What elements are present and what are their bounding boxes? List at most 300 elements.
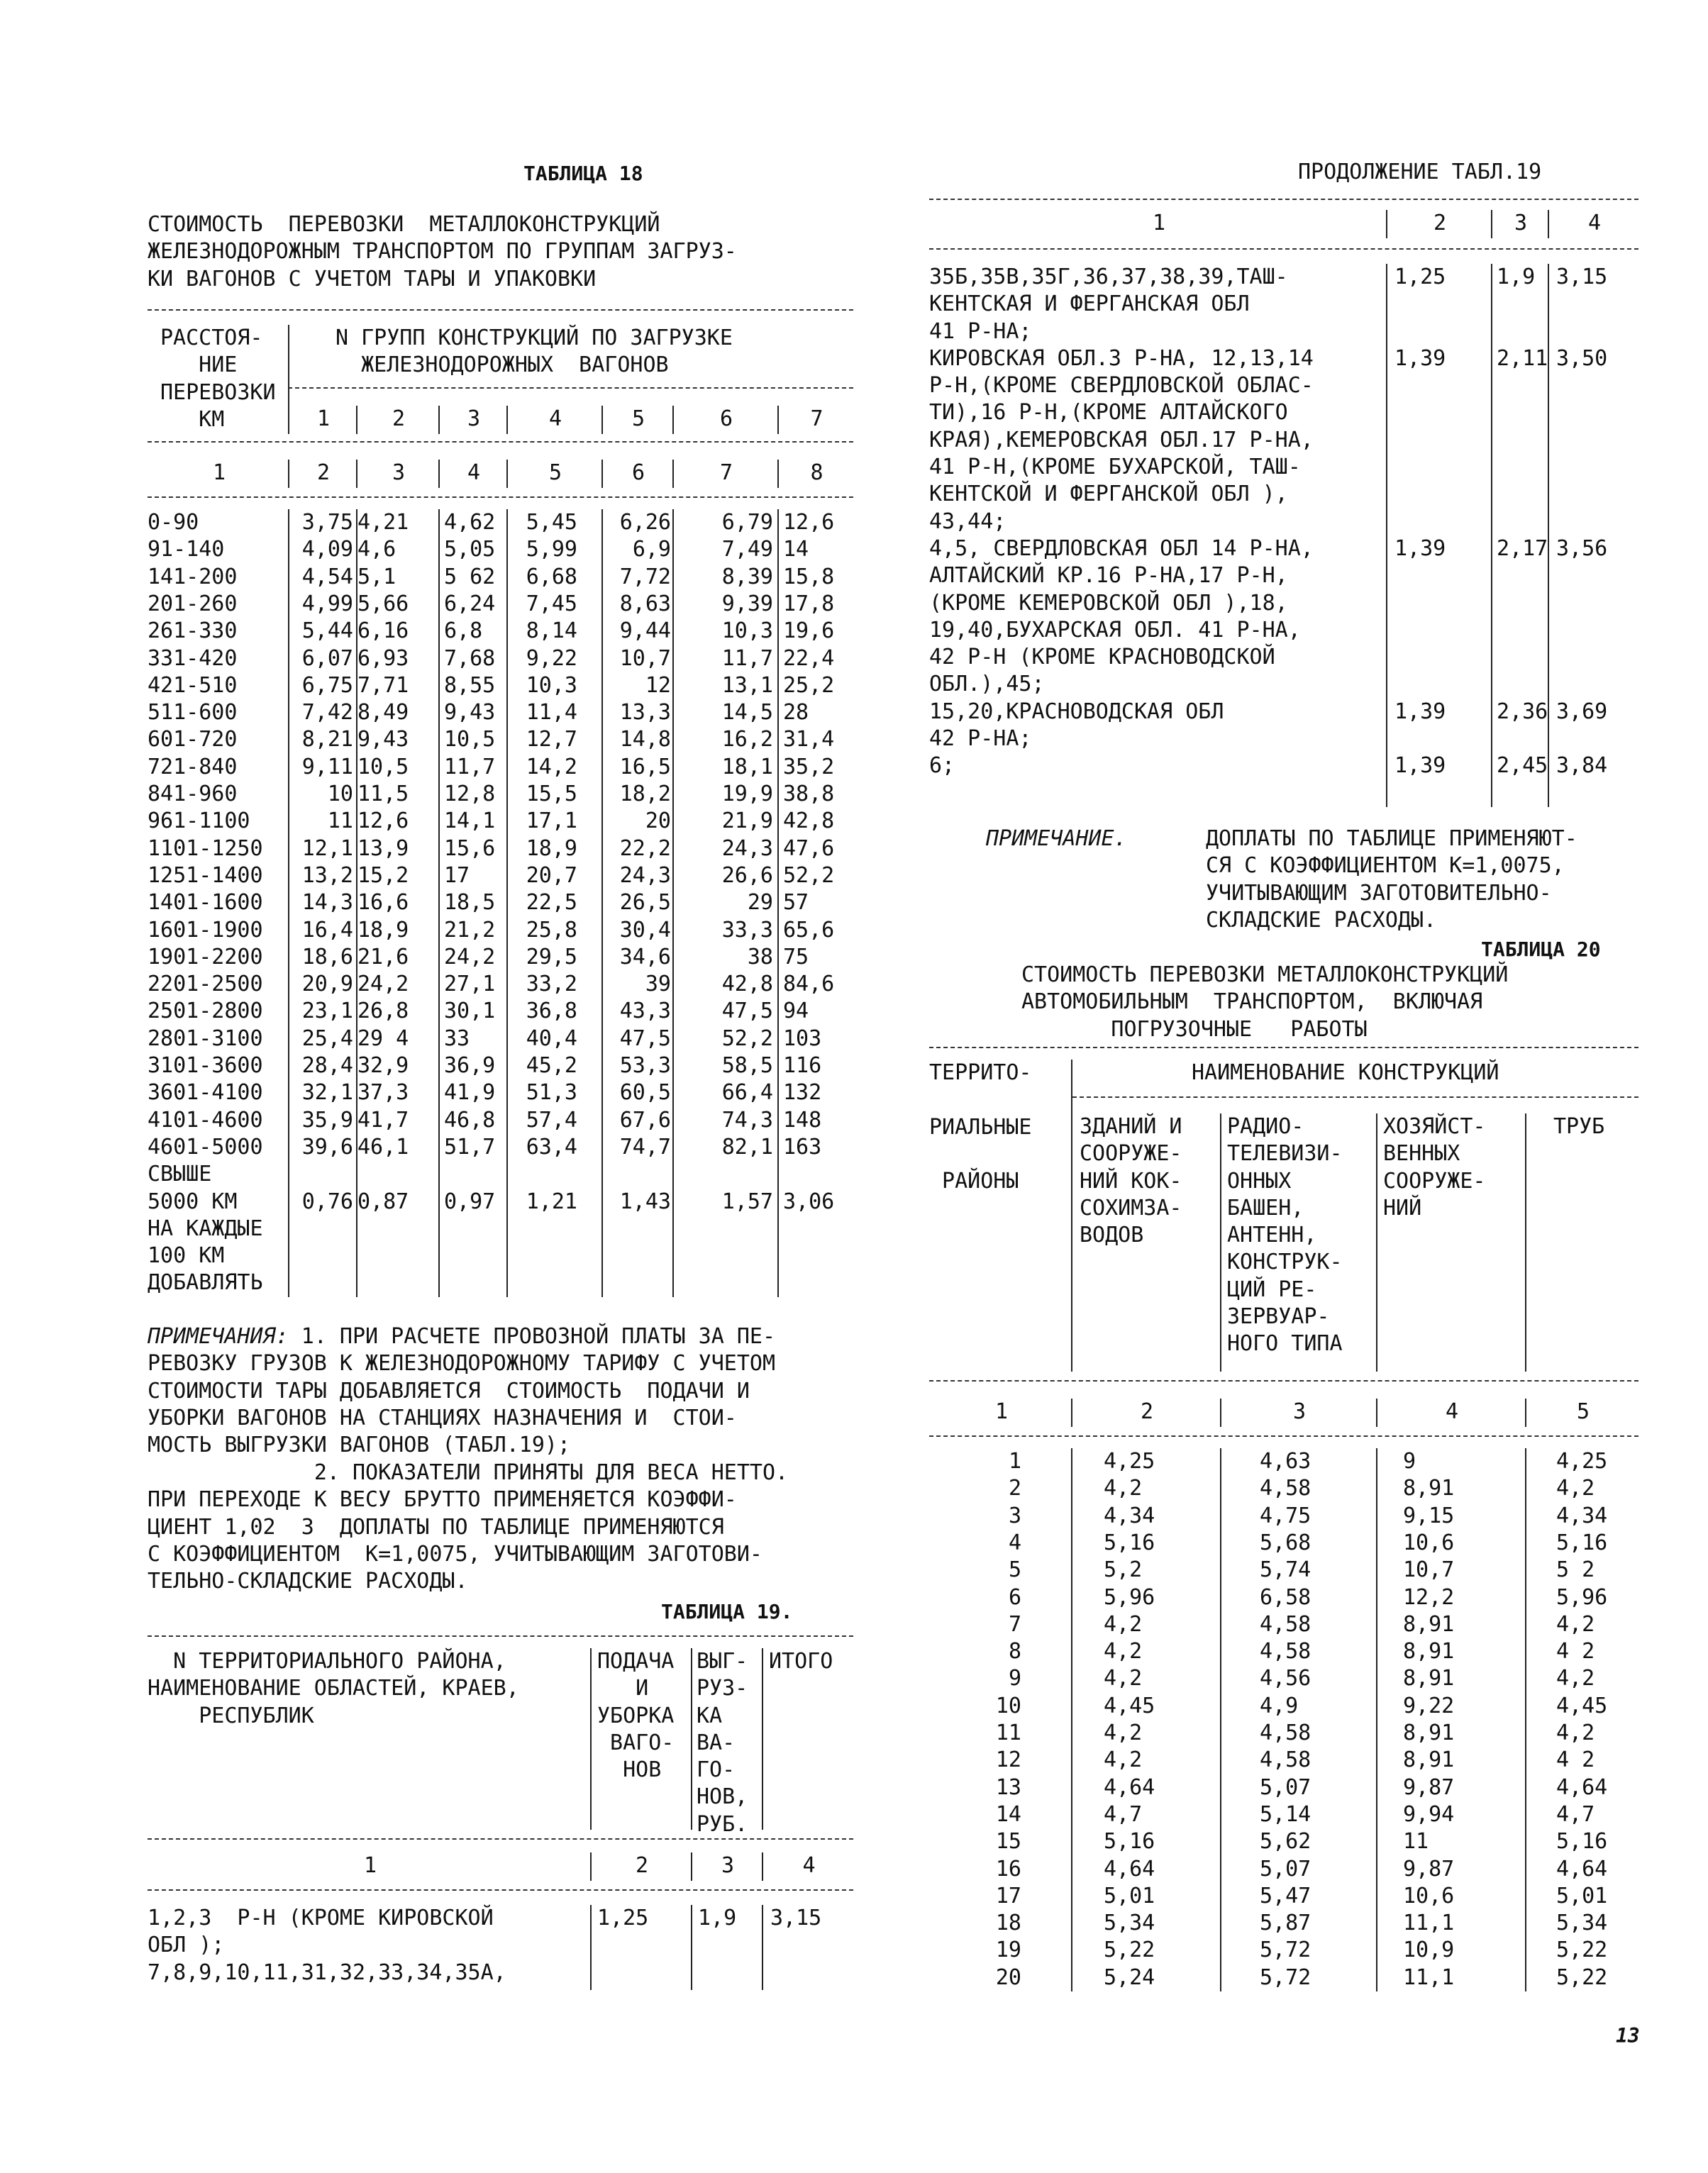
table-cell: 33 <box>444 1026 470 1051</box>
table-cell: 8,91 <box>1403 1476 1455 1501</box>
table-row <box>929 1883 1638 1910</box>
table-cell: 11 <box>327 808 353 834</box>
column-divider <box>691 1648 692 1830</box>
table19c-rule-top <box>929 199 1638 200</box>
column-divider <box>438 406 440 434</box>
table-cell: 13,2 <box>301 862 353 888</box>
table-cell: 3101-3600 <box>148 1053 263 1078</box>
table-cell: 74,3 <box>721 1107 773 1133</box>
table-cell: 10,5 <box>357 754 409 779</box>
table-row <box>929 1720 1638 1747</box>
table-cell: 9 <box>1403 1449 1416 1474</box>
value-cell: 2,36 <box>1497 699 1548 724</box>
table-cell: 4,2 <box>1104 1639 1143 1665</box>
table18-caption: СТОИМОСТЬ ПЕРЕВОЗКИ МЕТАЛЛОКОНСТРУКЦИЙ ЖЕЛЕЗНОДОРОЖНЫМ ТРАНСПОРТОМ ПО ГРУППАМ ЗАГРУЗ- КИ ВАГОНОВ С УЧЕТОМ ТАРЫ И УПАКОВКИ <box>148 212 737 291</box>
table-cell: 8,91 <box>1403 1747 1455 1773</box>
table-cell: 17 <box>444 862 470 888</box>
table-cell: 4,63 <box>1260 1449 1312 1474</box>
table-cell: 24,3 <box>619 862 671 888</box>
table-cell: 1251-1400 <box>148 862 263 888</box>
table-cell: 18,9 <box>357 917 409 943</box>
table-cell: 25,2 <box>783 672 835 698</box>
table-cell: 11,5 <box>357 782 409 806</box>
table19-rule-top <box>148 1635 853 1637</box>
column-divider <box>438 460 440 488</box>
table-cell: 4601-5000 <box>148 1134 263 1160</box>
table-cell: 14,5 <box>721 700 773 726</box>
column-number-cell: 4 <box>467 460 481 485</box>
table-row <box>148 862 853 889</box>
table-cell: 0,87 <box>357 1189 409 1214</box>
table-cell: 0,97 <box>444 1189 496 1214</box>
table-cell: 7,71 <box>357 672 409 698</box>
table-cell: 10,6 <box>1403 1883 1455 1908</box>
column-divider <box>762 1852 763 1881</box>
table18-notes-label: ПРИМЕЧАНИЯ: <box>148 1324 289 1349</box>
table-cell: 8,63 <box>619 591 671 616</box>
table-row <box>148 1026 853 1052</box>
group-number-cell: 7 <box>810 406 824 431</box>
table-cell: 6,24 <box>444 591 496 616</box>
table-cell: 9,22 <box>526 645 577 671</box>
table-cell: 21,2 <box>444 917 496 943</box>
column-number-cell: 4 <box>1445 1399 1459 1424</box>
column-divider <box>691 1852 692 1881</box>
table20-rule-group <box>1072 1096 1638 1098</box>
table18-rule-top <box>148 309 853 311</box>
table-cell: 5,74 <box>1260 1557 1312 1583</box>
region-list-cell: 6; <box>929 753 955 779</box>
table-cell: 4,34 <box>1104 1503 1155 1528</box>
table20-caption: СТОИМОСТЬ ПЕРЕВОЗКИ МЕТАЛЛОКОНСТРУКЦИЙ АВТОМОБИЛЬНЫМ ТРАНСПОРТОМ, ВКЛЮЧАЯ ПОГРУЗОЧНЫЕ РАБОТЫ <box>1021 962 1509 1042</box>
table-row <box>148 1052 853 1079</box>
table20-head-group: НАИМЕНОВАНИЕ КОНСТРУКЦИЙ <box>1192 1060 1499 1085</box>
table-cell: 4,2 <box>1104 1721 1143 1745</box>
table-cell: 14,1 <box>444 808 496 834</box>
table-cell: 16,4 <box>301 917 353 943</box>
table-cell: 10,6 <box>1403 1530 1455 1555</box>
table19-note-text: ДОПЛАТЫ ПО ТАБЛИЦЕ ПРИМЕНЯЮТ- СЯ С КОЭФФИЦИЕНТОМ К=1,0075, УЧИТЫВАЮЩИМ ЗАГОТОВИТЕЛЬНО- СКЛАДСКИЕ РАСХОДЫ. <box>1206 826 1577 933</box>
table-cell: 47,5 <box>721 999 773 1024</box>
table-row <box>148 998 853 1025</box>
table-cell: 7,68 <box>444 645 496 671</box>
table-cell: 11,7 <box>721 645 773 671</box>
table-row <box>148 1189 853 1216</box>
table-cell: 5,01 <box>1556 1883 1608 1908</box>
table-cell: 5,87 <box>1260 1911 1312 1936</box>
table-cell: 6,8 <box>444 618 483 644</box>
table18-column-number-row <box>148 460 853 487</box>
table-cell: 4,64 <box>1104 1856 1155 1882</box>
table-cell: 4,64 <box>1104 1774 1155 1800</box>
table-cell: 4101-4600 <box>148 1107 263 1133</box>
table-cell: 32,9 <box>357 1053 409 1078</box>
table-cell: 5,22 <box>1556 1964 1608 1990</box>
table-cell: 82,1 <box>721 1134 773 1160</box>
table19-note-label: ПРИМЕЧАНИЕ. <box>986 826 1127 851</box>
table-cell: 35,2 <box>783 754 835 779</box>
table-row <box>148 564 853 591</box>
table-cell: 20 <box>645 808 671 834</box>
column-divider <box>356 460 357 488</box>
table20-column-numbers <box>929 1399 1638 1427</box>
table-cell: 12,6 <box>357 808 409 834</box>
table-row <box>929 1448 1638 1475</box>
table-cell: 20,7 <box>526 862 577 888</box>
value-cell: 3,50 <box>1556 345 1608 371</box>
column-number-cell: 4 <box>1587 211 1602 235</box>
table-row <box>148 754 853 781</box>
table-row <box>148 889 853 916</box>
table-cell: 12,2 <box>1403 1584 1455 1610</box>
table-cell: 22,5 <box>526 890 577 916</box>
table-cell: 421-510 <box>148 672 238 698</box>
value-cell: 1,39 <box>1394 699 1446 724</box>
table-row <box>148 699 853 726</box>
table-cell: 23,1 <box>301 999 353 1024</box>
region-list-cell: 1,2,3 Р-Н (КРОМЕ КИРОВСКОЙ ОБЛ ); 7,8,9,10,11,31,32,33,34,35А, <box>148 1906 506 1985</box>
table-cell: 4,62 <box>444 510 496 535</box>
table-cell: 10,9 <box>1403 1938 1455 1963</box>
column-divider <box>672 406 674 434</box>
table-cell: 9 <box>1008 1666 1021 1691</box>
column-number-cell: 3 <box>1514 211 1528 235</box>
table-cell: 8,21 <box>301 727 353 752</box>
table-row <box>148 1107 853 1134</box>
table-cell: 30,1 <box>444 999 496 1024</box>
table-row <box>929 1665 1638 1692</box>
table-cell: 10,7 <box>1403 1557 1455 1583</box>
table20-column-number-row <box>929 1399 1638 1425</box>
column-divider <box>1548 264 1549 807</box>
table-cell: 42,8 <box>721 972 773 997</box>
table19-continuation-title: ПРОДОЛЖЕНИЕ ТАБЛ.19 <box>1298 160 1542 184</box>
table-cell: 4,45 <box>1104 1693 1155 1718</box>
table18-title: ТАБЛИЦА 18 <box>523 162 643 185</box>
table-cell: 9,87 <box>1403 1856 1455 1882</box>
table-cell: 10,7 <box>619 645 671 671</box>
table18-rule-group <box>288 387 853 389</box>
column-divider <box>288 460 289 488</box>
column-number-cell: 6 <box>631 460 645 485</box>
table-cell: 38 <box>747 944 773 969</box>
table-cell: 5,99 <box>526 537 577 562</box>
table-cell: 42,8 <box>783 808 835 834</box>
table-row <box>148 645 853 672</box>
table-cell: 14,2 <box>526 754 577 779</box>
table-cell: 41,9 <box>444 1080 496 1106</box>
table-cell: 5,16 <box>1104 1829 1155 1855</box>
table-cell: 5,44 <box>301 618 353 644</box>
table18-group-number-row <box>148 406 853 433</box>
table-cell: 4,25 <box>1104 1449 1155 1474</box>
table18-rule-mid <box>148 441 853 443</box>
table-cell: 6,16 <box>357 618 409 644</box>
table-row <box>929 1530 1638 1557</box>
table-cell: 9,39 <box>721 591 773 616</box>
table-cell: 4,58 <box>1260 1747 1312 1773</box>
group-number-cell: 1 <box>316 406 331 431</box>
table-cell: 6,26 <box>619 510 671 535</box>
table-cell: 3,75 <box>301 510 353 535</box>
table-row <box>148 808 853 835</box>
table-cell: 6,79 <box>721 510 773 535</box>
value-cell: 3,15 <box>1556 265 1608 289</box>
table-cell: 5,96 <box>1104 1584 1155 1610</box>
table-cell: 4,45 <box>1556 1693 1608 1718</box>
table20-head-pipes: ТРУБ <box>1553 1114 1605 1139</box>
column-divider <box>590 1905 592 1990</box>
table-cell: 36,8 <box>526 999 577 1024</box>
column-number-cell: 5 <box>1576 1399 1590 1424</box>
table-row <box>148 509 853 536</box>
table-cell: 27,1 <box>444 972 496 997</box>
table-cell: 65,6 <box>783 917 835 943</box>
table-cell: 6,75 <box>301 672 353 698</box>
table-cell: 841-960 <box>148 782 238 806</box>
column-divider <box>1220 1448 1221 1991</box>
table-cell: 19 <box>995 1938 1021 1963</box>
column-divider <box>1220 1399 1221 1427</box>
table-row <box>929 1638 1638 1665</box>
table-cell: 9,22 <box>1403 1693 1455 1718</box>
column-number-cell: 7 <box>719 460 733 485</box>
column-number-cell: 1 <box>994 1399 1009 1424</box>
table-cell: 0,76 <box>301 1189 353 1214</box>
table-cell: 18 <box>995 1911 1021 1936</box>
table-cell: 46,8 <box>444 1107 496 1133</box>
table-cell: 100 КМ <box>148 1243 225 1269</box>
table-cell: 511-600 <box>148 700 238 726</box>
table-row <box>929 1611 1638 1638</box>
table-cell: 15 <box>995 1829 1021 1855</box>
table-cell: 17,1 <box>526 808 577 834</box>
table-cell: 1,43 <box>619 1189 671 1214</box>
column-number-cell: 1 <box>363 1853 377 1878</box>
table-cell: 18,1 <box>721 754 773 779</box>
table-cell: 4,2 <box>1104 1747 1143 1773</box>
table-cell: 25,4 <box>301 1026 353 1051</box>
table-cell: 15,6 <box>444 835 496 861</box>
column-divider <box>1376 1113 1377 1372</box>
page-number: 13 <box>1616 2024 1640 2047</box>
table19-column-number-row <box>929 210 1638 237</box>
table-cell: 141-200 <box>148 564 238 589</box>
region-list-cell: 35Б,35В,35Г,36,37,38,39,ТАШ- КЕНТСКАЯ И ФЕРГАНСКАЯ ОБЛ 41 Р-НА; <box>929 265 1288 344</box>
column-number-cell: 5 <box>548 460 562 485</box>
column-divider <box>1376 1448 1377 1991</box>
value-cell: 3,15 <box>770 1906 822 1930</box>
table-cell: 5,34 <box>1556 1911 1608 1936</box>
table20-body <box>929 1448 1638 2001</box>
table-cell: 4,58 <box>1260 1611 1312 1637</box>
table-cell: 18,6 <box>301 944 353 969</box>
group-number-cell: 5 <box>631 406 645 431</box>
value-cell: 1,39 <box>1394 345 1446 371</box>
table-cell: 2 <box>1008 1476 1021 1501</box>
table-row <box>148 672 853 699</box>
table-cell: 2501-2800 <box>148 999 263 1024</box>
table-cell: 4,2 <box>1556 1611 1595 1637</box>
table-cell: 67,6 <box>619 1107 671 1133</box>
table-cell: 3,06 <box>783 1189 835 1214</box>
table19-column-numbers <box>148 1852 853 1881</box>
table-cell: 13,9 <box>357 835 409 861</box>
table18-notes-text1: 1. ПРИ РАСЧЕТЕ ПРОВОЗНОЙ ПЛАТЫ ЗА ПЕ- РЕВОЗКУ ГРУЗОВ К ЖЕЛЕЗНОДОРОЖНОМУ ТАРИФУ С УЧЕТОМ СТОИМОСТИ ТАРЫ ДОБАВЛЯЕТСЯ СТОИМОСТЬ ПОДАЧИ И УБОРКИ ВАГОНОВ НА СТАНЦИЯХ НАЗНАЧЕНИЯ И СТОИ- МОСТЬ ВЫГРУЗКИ ВАГОНОВ (ТАБЛ.19); <box>148 1324 776 1458</box>
table-cell: 24,2 <box>444 944 496 969</box>
table-cell: 8,39 <box>721 564 773 589</box>
table-cell: 19,9 <box>721 782 773 806</box>
table-cell: 33,2 <box>526 972 577 997</box>
column-divider <box>777 406 779 434</box>
table-cell: 26,5 <box>619 890 671 916</box>
table-cell: 15,8 <box>783 564 835 589</box>
table-cell: 2201-2500 <box>148 972 263 997</box>
table-cell: 4,64 <box>1556 1774 1608 1800</box>
table-row <box>148 944 853 971</box>
table-cell: 11 <box>995 1721 1021 1745</box>
table-row <box>148 781 853 808</box>
value-cell: 1,9 <box>1497 265 1536 289</box>
value-cell: 1,25 <box>1394 265 1446 289</box>
column-divider <box>1548 210 1549 238</box>
column-number-cell: 3 <box>721 1853 735 1878</box>
group-number-cell: 6 <box>719 406 733 431</box>
table-cell: 15,5 <box>526 782 577 806</box>
table-cell: 29 4 <box>357 1026 409 1051</box>
table-cell: 4,54 <box>301 564 353 589</box>
column-divider <box>506 460 508 488</box>
table-cell: 8,91 <box>1403 1666 1455 1691</box>
table-cell: 16 <box>995 1856 1021 1882</box>
table-cell: 18,5 <box>444 890 496 916</box>
table-cell: 1101-1250 <box>148 835 263 861</box>
table-cell: 43,3 <box>619 999 671 1024</box>
region-list-cell: 15,20,КРАСНОВОДСКАЯ ОБЛ 42 Р-НА; <box>929 699 1224 752</box>
table-cell: 20,9 <box>301 972 353 997</box>
table-cell: 35,9 <box>301 1107 353 1133</box>
table-cell: 5,2 <box>1104 1557 1143 1583</box>
table-cell: 8,14 <box>526 618 577 644</box>
table-cell: 91-140 <box>148 537 225 562</box>
table19-head-unload: ВЫГ- РУЗ- КА ВА- ГО- НОВ, РУБ. <box>697 1649 748 1837</box>
table-row <box>148 1243 853 1269</box>
table-cell: 4,25 <box>1556 1449 1608 1474</box>
table-cell: 4,7 <box>1556 1801 1595 1827</box>
table-cell: 28,4 <box>301 1053 353 1078</box>
table-cell: 25,8 <box>526 917 577 943</box>
table19-rule-mid <box>148 1838 853 1840</box>
table-cell: 1 <box>1008 1449 1021 1474</box>
column-divider <box>672 460 674 488</box>
table-cell: 4,58 <box>1260 1476 1312 1501</box>
table-row <box>148 971 853 998</box>
table-cell: 6,58 <box>1260 1584 1312 1610</box>
table-cell: 4,9 <box>1260 1693 1299 1718</box>
table-row <box>148 835 853 862</box>
column-divider <box>777 509 779 1297</box>
table-cell: 331-420 <box>148 645 238 671</box>
value-cell: 1,39 <box>1394 753 1446 779</box>
table-cell: 14,3 <box>301 890 353 916</box>
table-cell: 5,62 <box>1260 1829 1312 1855</box>
column-divider <box>601 460 603 488</box>
column-number-cell: 2 <box>1140 1399 1154 1424</box>
table-cell: 4,09 <box>301 537 353 562</box>
table20-head-household: ХОЗЯЙСТ- ВЕННЫХ СООРУЖЕ- НИЙ <box>1383 1114 1486 1221</box>
table18-notes <box>148 1323 864 1459</box>
table19-head-region: N ТЕРРИТОРИАЛЬНОГО РАЙОНА, НАИМЕНОВАНИЕ ОБЛАСТЕЙ, КРАЕВ, РЕСПУБЛИК <box>148 1649 519 1728</box>
value-cell: 3,56 <box>1556 536 1608 561</box>
table-cell: 961-1100 <box>148 808 250 834</box>
column-divider <box>288 509 289 1297</box>
table18-notes-2: 2. ПОКАЗАТЕЛИ ПРИНЯТЫ ДЛЯ ВЕСА НЕТТО. ПРИ ПЕРЕХОДЕ К ВЕСУ БРУТТО ПРИМЕНЯЕТСЯ КОЭФФИ- ЦИЕНТ 1,02 3 ДОПЛАТЫ ПО ТАБЛИЦЕ ПРИМЕНЯЮТСЯ С КОЭФФИЦИЕНТОМ К=1,0075, УЧИТЫВАЮЩИМ ЗАГОТОВИ- ТЕЛЬНО-СКЛАДСКИЕ РАСХОДЫ. <box>148 1460 789 1594</box>
table-row <box>148 536 853 563</box>
table-cell: 57,4 <box>526 1107 577 1133</box>
table-cell: 5,34 <box>1104 1911 1155 1936</box>
column-divider <box>1071 1399 1072 1427</box>
table-cell: 9,43 <box>357 727 409 752</box>
table-cell: 5,72 <box>1260 1964 1312 1990</box>
value-cell: 1,25 <box>597 1906 649 1930</box>
table-cell: 21,9 <box>721 808 773 834</box>
table-cell: 4,64 <box>1556 1856 1608 1882</box>
table-cell: 13,1 <box>721 672 773 698</box>
table-cell: 8,49 <box>357 700 409 726</box>
column-divider <box>356 406 357 434</box>
column-divider <box>601 509 603 1297</box>
table-row <box>148 1079 853 1106</box>
table-row <box>929 1801 1638 1828</box>
column-divider <box>691 1905 692 1990</box>
column-divider <box>1071 1448 1072 1991</box>
table-cell: 4,2 <box>1104 1611 1143 1637</box>
table-cell: 41,7 <box>357 1107 409 1133</box>
table-cell: 201-260 <box>148 591 238 616</box>
table-row <box>929 1584 1638 1611</box>
column-divider <box>777 460 779 488</box>
table-row <box>929 1856 1638 1883</box>
table-row <box>148 726 853 753</box>
column-divider <box>1491 264 1492 807</box>
table-cell: 8,91 <box>1403 1639 1455 1665</box>
table-cell: 1,57 <box>721 1189 773 1214</box>
table-cell: 12,1 <box>301 835 353 861</box>
table-cell: 30,4 <box>619 917 671 943</box>
table-cell: 0-90 <box>148 510 199 535</box>
table-cell: 4,21 <box>357 510 409 535</box>
table-cell: 4,99 <box>301 591 353 616</box>
table-cell: 7,42 <box>301 700 353 726</box>
table-cell: 5,66 <box>357 591 409 616</box>
table20-head-regions: ТЕРРИТО- РИАЛЬНЫЕ РАЙОНЫ <box>929 1060 1032 1194</box>
table-cell: 18,2 <box>619 782 671 806</box>
value-cell: 3,84 <box>1556 753 1608 779</box>
table-row <box>148 1216 853 1243</box>
table-cell: 9,87 <box>1403 1774 1455 1800</box>
table-cell: 63,4 <box>526 1134 577 1160</box>
table-cell: 58,5 <box>721 1053 773 1078</box>
table-cell: 3 <box>1008 1503 1021 1528</box>
table-cell: 5,01 <box>1104 1883 1155 1908</box>
table-cell: 8,55 <box>444 672 496 698</box>
table-cell: 7,72 <box>619 564 671 589</box>
table-cell: 40,4 <box>526 1026 577 1051</box>
table-cell: 6,68 <box>526 564 577 589</box>
column-divider <box>1491 210 1492 238</box>
table-cell: 4 2 <box>1556 1639 1595 1665</box>
table-cell: 5 62 <box>444 564 496 589</box>
